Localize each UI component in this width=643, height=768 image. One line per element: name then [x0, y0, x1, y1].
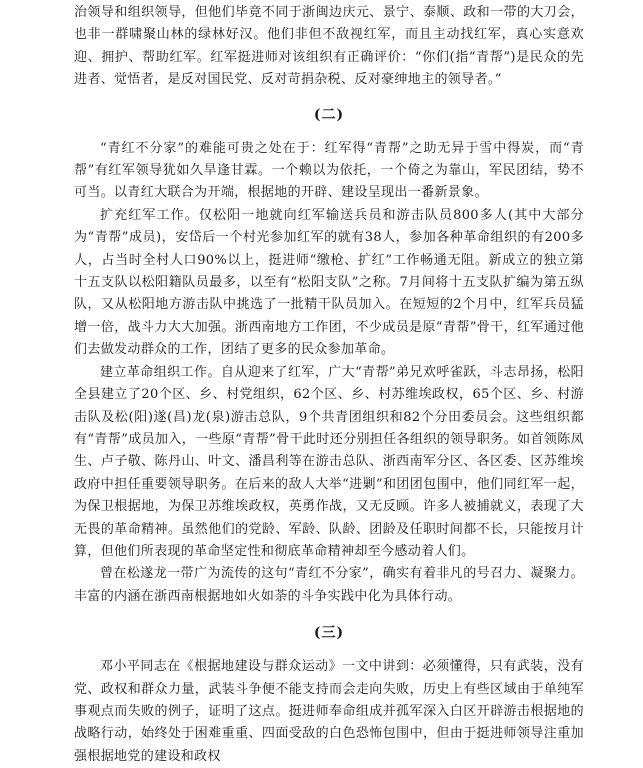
paragraph-3: 扩充红军工作。仅松阳一地就向红军输送兵员和游击队员800多人(其中大部分为“青帮”成员)，安岱后一个村光参加红军的就有38人，参加各种革命组织的有200多人，占当时全村人口90%以上，挺进师“缴枪、扩红”工作畅通无阻。新成立的独立第十五支队以松阳籍队员最多，以至有“松阳支队”之称。7月间将十五支队扩编为第五纵队，又从松阳地方游击队中挑选了一批精干队员加入。在短短的2个月中，红军兵员猛增一倍，战斗力大大加强。浙西南地方工作团，不少成员是原“青帮”骨干，红军通过他们去做发动群众的工作，团结了更多的民众参加革命。	[74, 207, 584, 358]
paragraph-6: 邓小平同志在《根据地建设与群众运动》一文中讲到：必须懂得，只有武装，没有党、政权和群众力量，武装斗争便不能支持而会走向失败，历史上有些区域由于单纯军事观点而失败的例子，证明了这点。挺进师奉命组成并孤军深入白区开辟游击根据地的战略行动，始终处于困难重重、四面受敌的白色恐怖包围中，但由于挺进师领导注重加强根据地党的建设和政权	[74, 659, 584, 764]
text-body	[74, 2, 584, 768]
paragraph-5: 曾在松遂龙一带广为流传的这句“青红不分家”，确实有着非凡的号召力、凝聚力。丰富的内涵在浙西南根据地如火如荼的斗争实践中化为具体行动。	[74, 566, 584, 604]
paragraph-4: 建立革命组织工作。自从迎来了红军，广大“青帮”弟兄欢呼雀跃，斗志昂扬，松阳全县建立了20个区、乡、村党组织，62个区、乡、村苏维埃政权，65个区、乡、村游击队及松(阳)遂(昌)龙(泉)游击总队，9个共青团组织和82个分田委员会。这些组织都有“青帮”成员加入，一些原“青帮”骨干此时还分别担任各组织的领导职务。如首领陈凤生、卢子敬、陈丹山、叶文、潘昌利等在游击总队、浙西南军分区、各区委、区苏维埃政府中担任重要领导职务。在后来的敌人大举“进剿”和团团包围中，他们同红军一起，为保卫根据地，为保卫苏维埃政权，英勇作战，又无反顾。许多人被捕就义，表现了大无畏的革命精神。虽然他们的党龄、军龄、队龄、团龄及任职时间都不长，只能按月计算，但他们所表现的革命坚定性和彻底革命精神却至今感动着人们。	[74, 364, 584, 559]
paragraph-1: 治领导和组织领导，但他们毕竟不同于浙闽边庆元、景宁、泰顺、政和一带的大刀会，也非一群啸聚山林的绿林好汉。他们非但不敌视红军，而且主动找红军，真心实意欢迎、拥护、帮助红军。红军挺进师对该组织有正确评价：“你们(指“青帮”)是民众的先进者、觉悟者，是反对国民党、反对苛捐杂税、反对豪绅地主的领导者。”	[74, 5, 584, 88]
section-heading-2: (二)	[313, 106, 345, 123]
section-heading-3: (三)	[313, 625, 345, 642]
paragraph-2: “青红不分家”的难能可贵之处在于：红军得“青帮”之助无异于雪中得炭，而“青帮”有红军领导犹如久旱逢甘霖。一个赖以为依托，一个倚之为靠山，军民团结，势不可当。以青红大联合为开端，根据地的开辟、建设呈现出一番新景象。	[74, 140, 584, 201]
